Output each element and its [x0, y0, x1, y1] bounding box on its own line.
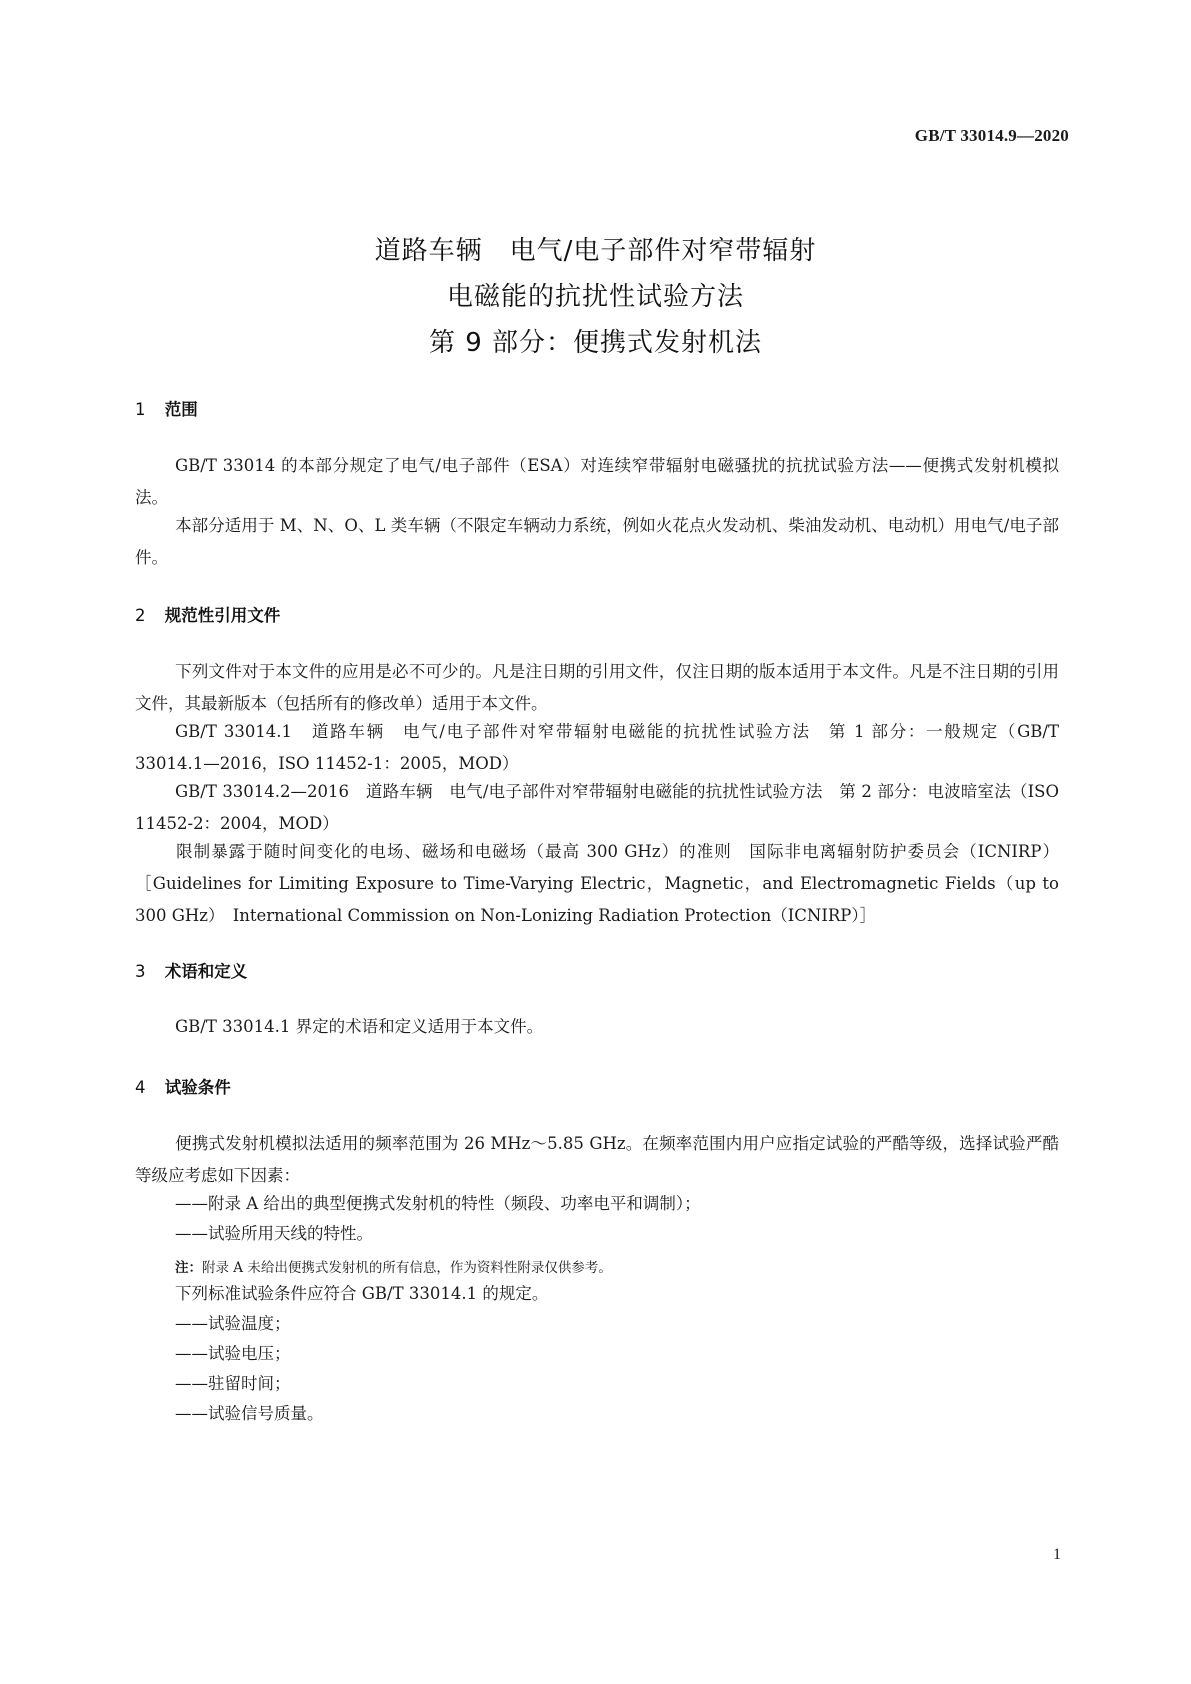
- section-2-heading: [135, 602, 280, 626]
- paragraph-text: GB/T 33014.1 界定的术语和定义适用于本文件。: [175, 1017, 544, 1036]
- section-title: 范围: [164, 400, 198, 419]
- section-3-heading: [135, 958, 247, 982]
- paragraph: [135, 1128, 1059, 1192]
- list-item: ——驻留时间；: [175, 1374, 291, 1393]
- section-1-heading: [135, 396, 198, 420]
- section-title: 规范性引用文件: [164, 606, 281, 625]
- list-item: ——附录 A 给出的典型便携式发射机的特性（频段、功率电平和调制）；: [175, 1194, 701, 1213]
- reference-text: GB/T 33014.1 道路车辆 电气/电子部件对窄带辐射电磁能的抗扰性试验方法 第 1 部分：一般规定（GB/T 33014.1—2016，ISO 11452-1：2005，MOD）: [135, 722, 1059, 773]
- paragraph: 下列标准试验条件应符合 GB/T 33014.1 的规定。: [175, 1284, 549, 1303]
- section-title: 术语和定义: [164, 962, 248, 981]
- section-number: 4: [135, 1078, 146, 1097]
- section-number: 3: [135, 962, 146, 981]
- paragraph: [135, 1011, 1059, 1043]
- paragraph-text: 本部分适用于 M、N、O、L 类车辆（不限定车辆动力系统，例如火花点火发动机、柴油发动机、电动机）用电气/电子部件。: [135, 516, 1059, 567]
- note-text: 附录 A 未给出便携式发射机的所有信息，作为资料性附录仅供参考。: [202, 1260, 612, 1276]
- section-number: 2: [135, 606, 146, 625]
- list-item: ——试验电压；: [175, 1344, 291, 1363]
- list-item: ——试验信号质量。: [175, 1404, 324, 1423]
- section-number: 1: [135, 400, 146, 419]
- reference-item: [135, 716, 1059, 780]
- note-label: 注：: [175, 1260, 202, 1276]
- standard-code: GB/T 33014.9—2020: [914, 126, 1069, 145]
- paragraph-text: 下列文件对于本文件的应用是必不可少的。凡是注日期的引用文件，仅注日期的版本适用于本文件。凡是不注日期的引用文件，其最新版本（包括所有的修改单）适用于本文件。: [135, 662, 1059, 713]
- note: [175, 1256, 612, 1276]
- title-line-2: 电磁能的抗扰性试验方法: [446, 282, 744, 312]
- title-line-1: 道路车辆 电气/电子部件对窄带辐射: [374, 236, 817, 266]
- paragraph: [135, 510, 1059, 574]
- paragraph: [135, 450, 1059, 514]
- document-title: [0, 228, 1191, 366]
- page-number: 1: [1053, 1546, 1061, 1563]
- list-item: ——试验所用天线的特性。: [175, 1224, 373, 1243]
- section-title: 试验条件: [164, 1078, 231, 1097]
- reference-item: [135, 836, 1059, 932]
- section-4-heading: [135, 1074, 231, 1098]
- paragraph-text: GB/T 33014 的本部分规定了电气/电子部件（ESA）对连续窄带辐射电磁骚扰的抗扰试验方法——便携式发射机模拟法。: [135, 456, 1059, 507]
- reference-text: GB/T 33014.2—2016 道路车辆 电气/电子部件对窄带辐射电磁能的抗扰性试验方法 第 2 部分：电波暗室法（ISO 11452-2：2004，MOD）: [135, 782, 1059, 833]
- reference-text: 限制暴露于随时间变化的电场、磁场和电磁场（最高 300 GHz）的准则 国际非电离辐射防护委员会（ICNIRP）［Guidelines for Limiting Exposure to Time-Varying Electric，Magnetic，and Electromagnetic Fields（up to 300 GHz） International Commission on Non-Lonizing Radiation Protection（ICNIRP）］: [135, 842, 1059, 925]
- title-line-3: 第 9 部分：便携式发射机法: [428, 328, 763, 358]
- paragraph: [135, 656, 1059, 720]
- paragraph-text: 便携式发射机模拟法适用的频率范围为 26 MHz～5.85 GHz。在频率范围内用户应指定试验的严酷等级，选择试验严酷等级应考虑如下因素：: [135, 1134, 1059, 1185]
- reference-item: [135, 776, 1059, 840]
- list-item: ——试验温度；: [175, 1314, 291, 1333]
